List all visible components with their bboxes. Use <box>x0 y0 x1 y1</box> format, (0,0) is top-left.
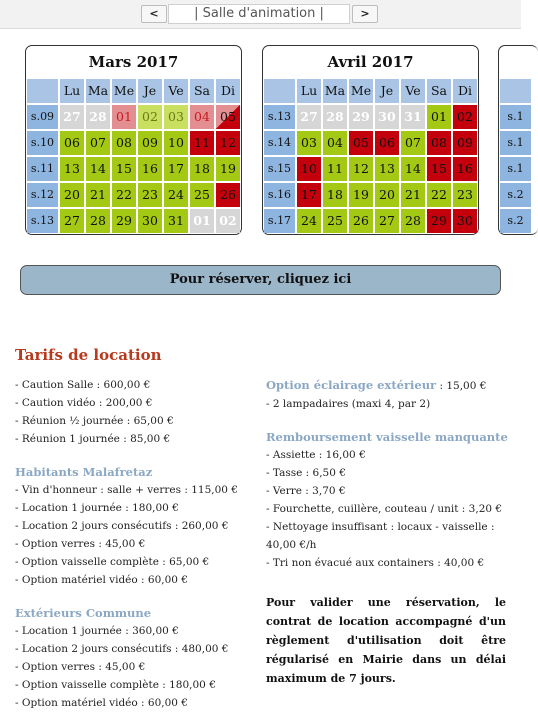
next-button[interactable]: > <box>352 5 378 23</box>
day-cell[interactable]: 02 <box>216 209 240 233</box>
lighting-tariffs <box>266 395 516 413</box>
week-label: s.15 <box>264 157 295 181</box>
tariff-line: - Caution Salle : 600,00 € <box>15 379 151 391</box>
tariff-line: - Fourchette, cuillère, couteau / unit : 3,20 € <box>266 503 503 515</box>
day-cell[interactable]: 15 <box>112 157 136 181</box>
dishes-title: Remboursement vaisselle manquante <box>266 430 508 444</box>
week-label: s.10 <box>27 131 58 155</box>
tariffs-right-column <box>266 376 516 688</box>
day-cell[interactable]: 03 <box>164 105 188 129</box>
day-header: Je <box>138 79 162 103</box>
calendar-title: Avril 2017 <box>327 53 414 71</box>
day-header: Di <box>453 79 477 103</box>
week-label: s.14 <box>264 131 295 155</box>
tariff-line: - Location 2 jours consécutifs : 480,00 € <box>15 643 229 655</box>
tariff-line: - 2 lampadaires (maxi 4, par 2) <box>266 398 431 410</box>
general-tariffs <box>15 376 260 448</box>
day-cell[interactable]: 07 <box>401 131 425 155</box>
day-cell[interactable]: 25 <box>190 183 214 207</box>
tariff-line: - Option matériel vidéo : 60,00 € <box>15 697 188 709</box>
day-cell[interactable]: 24 <box>297 209 321 233</box>
day-cell[interactable]: 09 <box>138 131 162 155</box>
day-cell[interactable]: 08 <box>112 131 136 155</box>
grid-corner <box>264 79 295 103</box>
tariff-line: 40,00 €/h <box>266 539 317 551</box>
tariff-line: - Nettoyage insuffisant : locaux - vaisselle : <box>266 521 495 533</box>
tariff-line: - Location 1 journée : 180,00 € <box>15 502 179 514</box>
day-cell[interactable]: 15 <box>427 157 451 181</box>
day-header: Lu <box>60 79 84 103</box>
validation-notice: Pour valider une réservation, le contrat de location accompagné d'un règlement d'utilisation doit être régularisé en Mairie dans un délai maximum de 7 jours. <box>266 596 506 685</box>
day-cell[interactable]: 01 <box>427 105 451 129</box>
tariff-line: - Option matériel vidéo : 60,00 € <box>15 574 188 586</box>
tariff-line: - Assiette : 16,00 € <box>266 449 366 461</box>
tariff-line: - Caution vidéo : 200,00 € <box>15 397 153 409</box>
day-cell[interactable]: 20 <box>375 183 399 207</box>
dishes-tariffs <box>266 446 516 572</box>
lighting-price: : 15,00 € <box>436 380 487 392</box>
day-cell[interactable]: 28 <box>86 105 110 129</box>
tariff-line: - Verre : 3,70 € <box>266 485 346 497</box>
tariffs-left-column <box>15 376 260 712</box>
day-cell[interactable]: 14 <box>86 157 110 181</box>
week-label: s.13 <box>264 105 295 129</box>
day-cell[interactable]: 21 <box>86 183 110 207</box>
week-label: s.11 <box>27 157 58 181</box>
day-cell[interactable]: 18 <box>323 183 347 207</box>
reserve-button[interactable]: Pour réserver, cliquez ici <box>20 265 501 295</box>
day-cell[interactable]: 22 <box>112 183 136 207</box>
day-header: Me <box>112 79 136 103</box>
previous-button[interactable]: < <box>141 5 167 23</box>
top-navigation-bar <box>0 0 521 29</box>
day-cell[interactable]: 27 <box>297 105 321 129</box>
week-label: s.16 <box>264 183 295 207</box>
week-label: s.2 <box>500 209 531 233</box>
day-cell[interactable]: 25 <box>323 209 347 233</box>
outsiders-tariffs <box>15 622 260 712</box>
outsiders-title: Extérieurs Commune <box>15 606 152 620</box>
day-cell[interactable]: 24 <box>164 183 188 207</box>
day-cell[interactable]: 04 <box>190 105 214 129</box>
day-cell[interactable]: 23 <box>138 183 162 207</box>
lighting-title: Option éclairage extérieur <box>266 378 437 392</box>
day-cell[interactable]: 19 <box>216 157 240 181</box>
day-cell[interactable]: 27 <box>375 209 399 233</box>
tariff-line: - Location 1 journée : 360,00 € <box>15 625 179 637</box>
day-cell[interactable]: 26 <box>216 183 240 207</box>
week-label: s.2 <box>500 183 531 207</box>
day-cell[interactable]: 07 <box>86 131 110 155</box>
day-header: Sa <box>427 79 451 103</box>
tariff-line: - Réunion 1 journée : 85,00 € <box>15 433 171 445</box>
tariff-line: - Tasse : 6,50 € <box>266 467 346 479</box>
day-cell[interactable]: 23 <box>453 183 477 207</box>
day-cell[interactable]: 06 <box>60 131 84 155</box>
day-header: Je <box>375 79 399 103</box>
day-cell[interactable]: 02 <box>138 105 162 129</box>
calendar-march <box>25 45 242 235</box>
day-cell[interactable]: 29 <box>112 209 136 233</box>
calendar-title: Mars 2017 <box>88 53 179 71</box>
calendar-grid <box>500 79 531 233</box>
day-cell[interactable]: 11 <box>323 157 347 181</box>
lighting-header <box>266 376 516 395</box>
day-header: Lu <box>297 79 321 103</box>
residents-tariffs <box>15 481 260 589</box>
residents-title: Habitants Malafretaz <box>15 465 153 479</box>
day-cell[interactable]: 20 <box>60 183 84 207</box>
day-cell[interactable]: 28 <box>323 105 347 129</box>
day-cell[interactable]: 10 <box>164 131 188 155</box>
calendar-partial <box>498 45 538 235</box>
day-cell[interactable]: 27 <box>60 105 84 129</box>
day-cell[interactable]: 12 <box>216 131 240 155</box>
day-header: Me <box>349 79 373 103</box>
day-cell[interactable]: 17 <box>297 183 321 207</box>
day-cell[interactable]: 16 <box>138 157 162 181</box>
day-cell[interactable]: 28 <box>401 209 425 233</box>
day-cell[interactable]: 05 <box>349 131 373 155</box>
day-cell[interactable]: 21 <box>401 183 425 207</box>
day-cell[interactable]: 10 <box>297 157 321 181</box>
day-cell[interactable]: 11 <box>190 131 214 155</box>
day-header: Ma <box>86 79 110 103</box>
day-cell[interactable]: 13 <box>60 157 84 181</box>
day-cell[interactable]: 09 <box>453 131 477 155</box>
day-cell[interactable]: 03 <box>297 131 321 155</box>
day-cell[interactable]: 01 <box>190 209 214 233</box>
day-cell[interactable]: 14 <box>401 157 425 181</box>
day-cell[interactable]: 30 <box>375 105 399 129</box>
tariff-line: - Location 2 jours consécutifs : 260,00 € <box>15 520 229 532</box>
day-cell[interactable]: 29 <box>427 209 451 233</box>
day-cell[interactable]: 18 <box>190 157 214 181</box>
week-label: s.17 <box>264 209 295 233</box>
tariff-line: - Tri non évacué aux containers : 40,00 € <box>266 557 485 569</box>
day-cell[interactable]: 22 <box>427 183 451 207</box>
day-cell[interactable]: 01 <box>112 105 136 129</box>
week-label: s.1 <box>500 131 531 155</box>
grid-corner <box>27 79 58 103</box>
day-cell[interactable]: 31 <box>401 105 425 129</box>
day-header: Sa <box>190 79 214 103</box>
tariff-line: - Option vaisselle complète : 180,00 € <box>15 679 216 691</box>
day-cell[interactable]: 19 <box>349 183 373 207</box>
day-cell[interactable]: 06 <box>375 131 399 155</box>
day-cell[interactable]: 16 <box>453 157 477 181</box>
calendar-april <box>262 45 479 235</box>
week-label: s.1 <box>500 157 531 181</box>
day-cell[interactable]: 17 <box>164 157 188 181</box>
day-cell[interactable]: 12 <box>349 157 373 181</box>
week-label: s.13 <box>27 209 58 233</box>
calendar-grid <box>264 79 477 233</box>
week-label: s.09 <box>27 105 58 129</box>
week-label: s.12 <box>27 183 58 207</box>
tariff-line: - Vin d'honneur : salle + verres : 115,00 € <box>15 484 238 496</box>
day-cell[interactable]: 30 <box>138 209 162 233</box>
week-label: s.1 <box>500 105 531 129</box>
tariff-line: - Réunion ½ journée : 65,00 € <box>15 415 174 427</box>
day-cell[interactable]: 13 <box>375 157 399 181</box>
day-header: Ve <box>401 79 425 103</box>
grid-corner <box>500 79 531 103</box>
tariffs-title: Tarifs de location <box>15 346 162 364</box>
day-header: Ma <box>323 79 347 103</box>
tariff-line: - Option verres : 45,00 € <box>15 538 146 550</box>
room-selector[interactable]: | Salle d'animation | <box>168 4 350 24</box>
calendar-grid <box>27 79 240 233</box>
day-header: Di <box>216 79 240 103</box>
day-cell[interactable]: 08 <box>427 131 451 155</box>
day-cell[interactable]: 04 <box>323 131 347 155</box>
day-cell[interactable]: 27 <box>60 209 84 233</box>
tariff-line: - Option verres : 45,00 € <box>15 661 146 673</box>
day-cell[interactable]: 05 <box>216 105 240 129</box>
day-cell[interactable]: 30 <box>453 209 477 233</box>
day-cell[interactable]: 26 <box>349 209 373 233</box>
tariff-line: - Option vaisselle complète : 65,00 € <box>15 556 210 568</box>
day-cell[interactable]: 29 <box>349 105 373 129</box>
day-cell[interactable]: 28 <box>86 209 110 233</box>
day-cell[interactable]: 31 <box>164 209 188 233</box>
day-header: Ve <box>164 79 188 103</box>
day-cell[interactable]: 02 <box>453 105 477 129</box>
